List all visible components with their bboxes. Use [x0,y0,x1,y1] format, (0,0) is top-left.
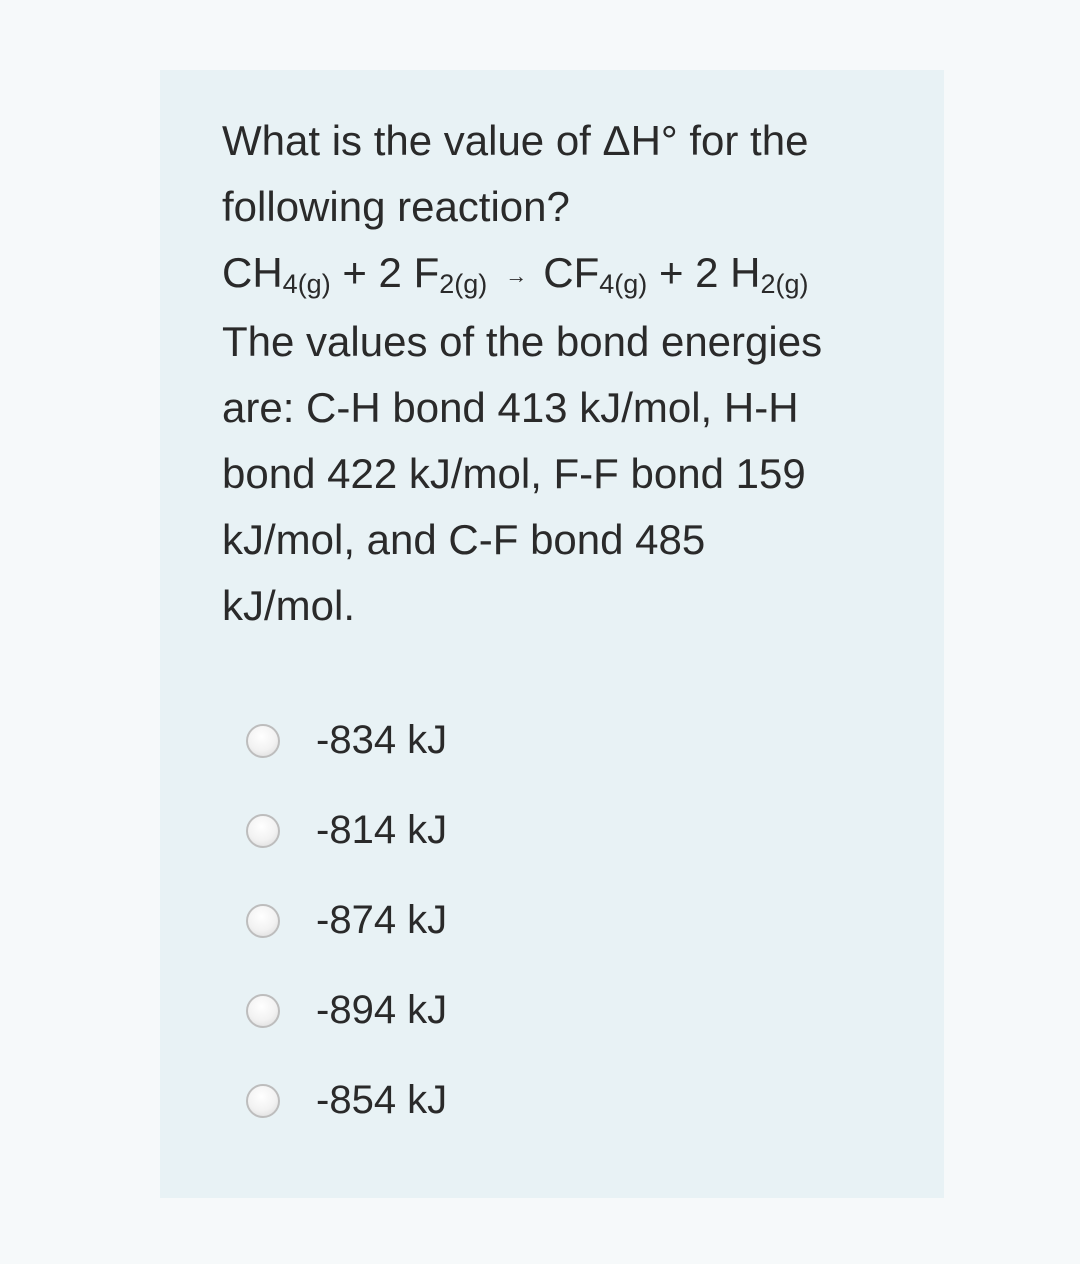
question-line: kJ/mol. [222,582,356,629]
answer-option-label: -874 kJ [316,898,448,942]
answer-option-label: -834 kJ [316,718,448,762]
question-line: kJ/mol, and C-F bond 485 [222,516,706,563]
reaction-equation [222,240,902,309]
radio-button[interactable] [246,1084,280,1118]
radio-button[interactable] [246,994,280,1028]
answer-option-label: -894 kJ [316,988,448,1032]
question-line: What is the value of ΔH° for the [222,117,809,164]
answer-option[interactable] [246,884,646,974]
reactant-f2: + 2 F [342,249,440,296]
subscript: 4(g) [599,269,648,299]
reactant-ch4: CH [222,249,283,296]
answer-options [246,704,646,1154]
question-card [160,70,944,1198]
question-text [222,108,902,639]
answer-option[interactable] [246,974,646,1064]
question-line: following reaction? [222,183,570,230]
answer-option[interactable] [246,1064,646,1154]
subscript: 4(g) [282,269,331,299]
answer-option[interactable] [246,704,646,794]
radio-button[interactable] [246,724,280,758]
question-line: bond 422 kJ/mol, F-F bond 159 [222,450,806,497]
question-line: are: C-H bond 413 kJ/mol, H-H [222,384,799,431]
answer-option[interactable] [246,794,646,884]
subscript: 2(g) [760,269,809,299]
product-h2: + 2 H [658,249,761,296]
reaction-arrow-icon: → [505,263,528,288]
radio-button[interactable] [246,814,280,848]
answer-option-label: -854 kJ [316,1078,448,1122]
question-line: The values of the bond energies [222,318,823,365]
answer-option-label: -814 kJ [316,808,448,852]
subscript: 2(g) [439,269,488,299]
radio-button[interactable] [246,904,280,938]
product-cf4: CF [543,249,600,296]
